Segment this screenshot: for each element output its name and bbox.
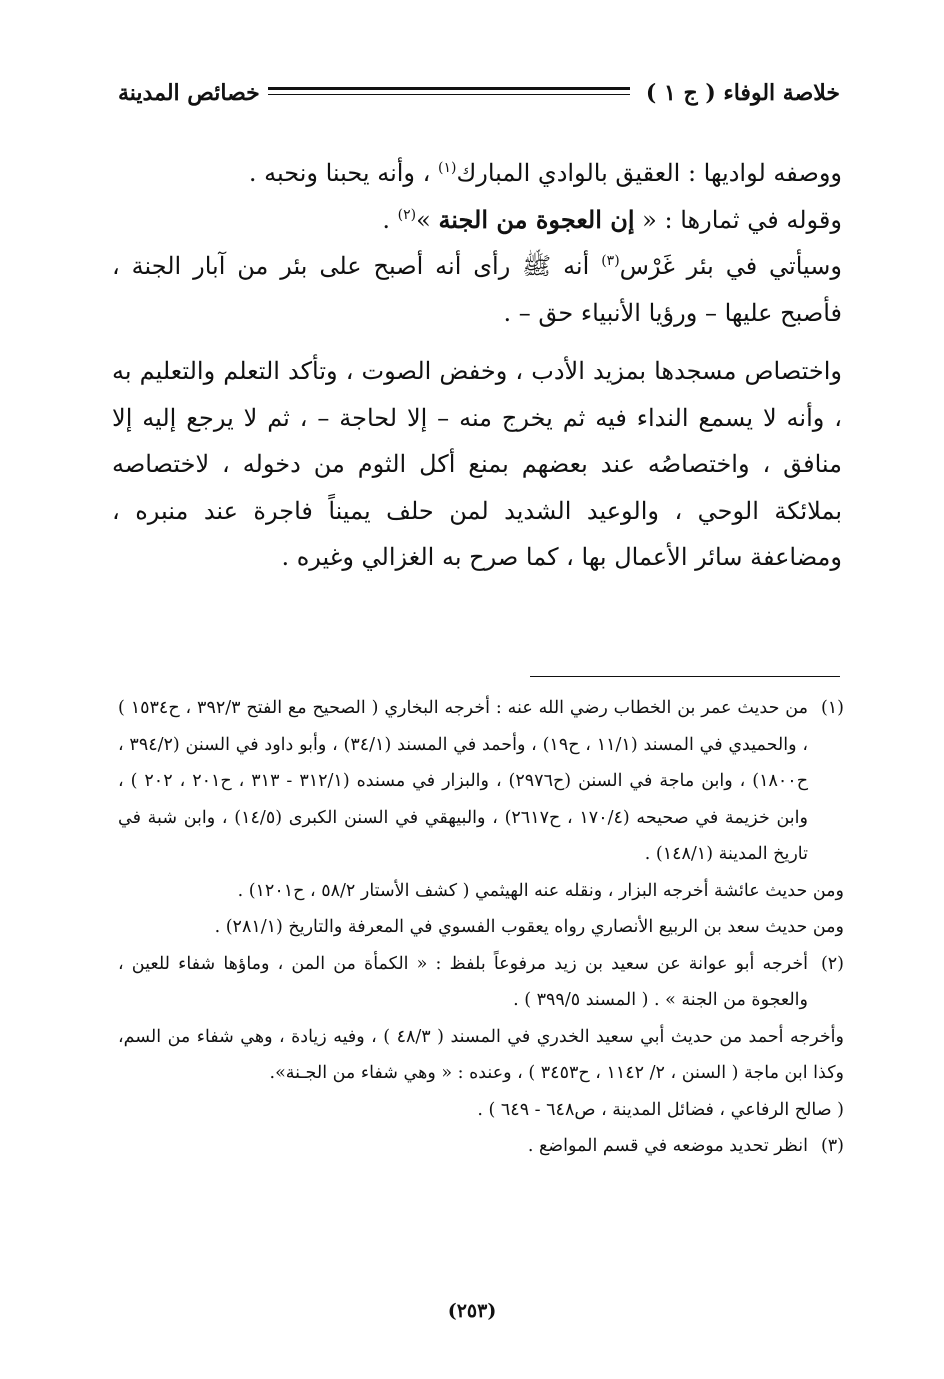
footnote-line: من حديث عمر بن الخطاب رضي الله عنه : أخرجه البخاري ( الصحيح مع الفتح ٣٩٢/٣ ، ح١٥٣٤ ) ، والحميدي في المسند (١١/١ ، ح١٩) ، وأحمد في المسند (٣٤/١) ، وأبو داود في السنن (٣٩٤/٢ ، ح١٨٠٠) ، وابن ماجة في السنن (ح٢٩٧٦) ، والبزار في مسنده (٣١٢/١ - ٣١٣ ، ح٢٠١ ، ٢٠٢ ) ، وابن خزيمة في صحيحه (١٧٠/٤ ، ح٢٦١٧) ، والبيهقي في السنن الكبرى (١٤/٥) ، وابن شبة في تاريخ المدينة (١٤٨/١) . — [118, 698, 809, 864]
footnote-line: ( صالح الرفاعي ، فضائل المدينة ، ص٦٤٨ - ٦٤٩ ) . — [477, 1099, 844, 1120]
footnote-2 — [118, 946, 844, 1129]
footnote-ref-3[interactable]: (٣) — [601, 253, 620, 269]
page-number: (٢٥٣) — [447, 1300, 497, 1322]
paragraph-1: ووصفه لواديها : العقيق بالوادي المبارك$^{(١)}$ ، وأنه يحبنا ونحبه . — [248, 159, 842, 187]
paragraph-3: وسيأتي في بئر غَرْس$^{(٣)}$ أنه ﷺ رأى أنه أصبح على بئر من آبار الجنة ، فأصبح عليها – ورؤيا الأنبياء حق – . — [112, 252, 842, 327]
footnote-line: أخرجه أبو عوانة عن سعيد بن زيد مرفوعاً بلفظ : « الكمأة من المن ، وماؤها شفاء للعين ، والعجوة من الجنة » . ( المسند ٣٩٩/٥ ) . — [118, 953, 808, 1010]
footnote-line: وأخرجه أحمد من حديث أبي سعيد الخدري في المسند ( ٤٨/٣ ) ، وفيه زيادة ، وهي شفاء من السم، وكذا ابن ماجة ( السنن ، ٢/ ١١٤٢ ، ح٣٤٥٣ ) ، وعنده : « وهي شفاء من الجـنة». — [118, 1026, 844, 1083]
footnote-line: ومن حديث عائشة أخرجه البزار ، ونقله عنه الهيثمي ( كشف الأستار ٥٨/٢ ، ح١٢٠١) . — [237, 880, 844, 901]
footnote-line: ومن حديث سعد بن الربيع الأنصاري رواه يعقوب الفسوي في المعرفة والتاريخ (٢٨١/١) . — [214, 917, 844, 937]
hadith-quote: إن العجوة من الجنة — [438, 204, 635, 234]
footnote-line: انظر تحديد موضعه في قسم المواضع . — [527, 1136, 808, 1156]
footnote-separator — [530, 676, 840, 677]
footnotes — [118, 690, 844, 1165]
footnote-ref-2[interactable]: (٢) — [397, 206, 417, 223]
footnote-number: (٢) — [820, 953, 844, 974]
footnote-1 — [118, 690, 844, 946]
footnote-3 — [118, 1128, 844, 1165]
running-header — [118, 76, 840, 110]
main-text — [112, 150, 842, 581]
header-double-rule — [268, 87, 630, 95]
footnote-number: (٣) — [820, 1136, 844, 1156]
paragraph-4: واختصاص مسجدها بمزيد الأدب ، وخفض الصوت ، وتأكد التعلم والتعليم به ، وأنه لا يسمع النداء فيه ثم يخرج منه – إلا لحاجة – ، ثم لا يرجع إليه إلا منافق ، واختصاصُه عند بعضهم بمنع أكل الثوم من دخوله ، لاختصاصه بملائكة الوحي ، والوعيد الشديد لمن حلف يميناً فاجرة عند منبره ، ومضاعفة سائر الأعمال بها ، كما صرح به الغزالي وغيره . — [112, 357, 842, 571]
header-chapter-title: خصائص المدينة — [118, 80, 260, 106]
paragraph-2: وقوله في ثمارها : « إن العجوة من الجنة »$^{(٢)}$ . — [382, 204, 842, 234]
footnote-ref-1[interactable]: (١) — [438, 160, 457, 176]
footnote-number: (١) — [820, 698, 844, 718]
header-book-title: خلاصة الوفاء ( ج ١ ) — [645, 80, 840, 106]
